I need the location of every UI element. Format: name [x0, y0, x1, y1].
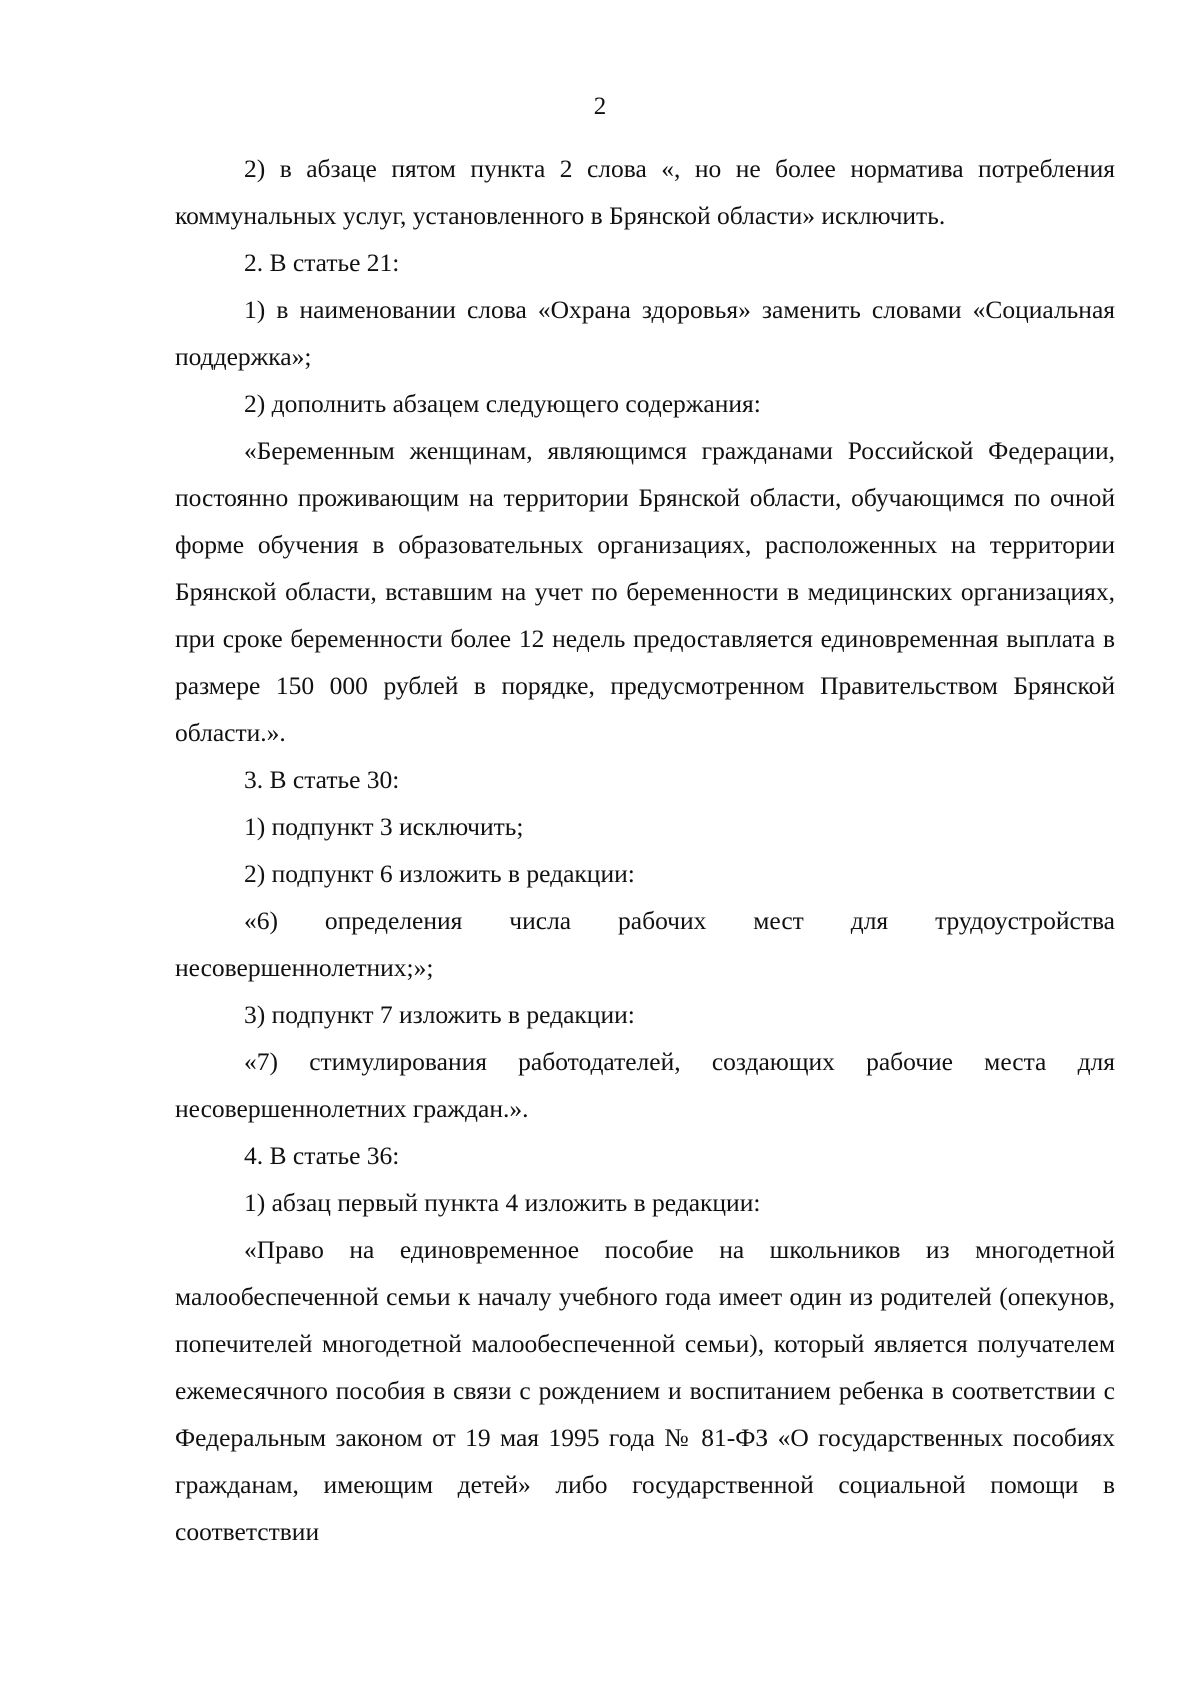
- paragraph-5: «Беременным женщинам, являющимся гражданами Российской Федерации, постоянно проживающим на территории Брянской области, обучающимся по очной форме обучения в образовательных организациях, расположенных на территории Брянской области, вставшим на учет по беременности в медицинских организациях, при сроке беременности более 12 недель предоставляется единовременная выплата в размере 150 000 рублей в порядке, предусмотренном Правительством Брянской области.».: [175, 436, 1115, 747]
- paragraph-6: 3. В статье 30:: [244, 765, 400, 794]
- paragraph-3: 1) в наименовании слова «Охрана здоровья» заменить словами «Социальная поддержка»;: [175, 295, 1115, 371]
- paragraph-14: «Право на единовременное пособие на школьников из многодетной малообеспеченной семьи к началу учебного года имеет один из родителей (опекунов, попечителей многодетной малообеспеченной семьи), который является получателем ежемесячного пособия в связи с рождением и воспитанием ребенка в соответствии с Федеральным законом от 19 мая 1995 года № 81-ФЗ «О государственных пособиях гражданам, имеющим детей» либо государственной социальной помощи в соответствии: [175, 1235, 1115, 1546]
- document-body: [175, 145, 1115, 1555]
- paragraph-7: 1) подпункт 3 исключить;: [244, 812, 524, 841]
- paragraph-10: 3) подпункт 7 изложить в редакции:: [244, 1000, 635, 1029]
- paragraph-8: 2) подпункт 6 изложить в редакции:: [244, 859, 635, 888]
- paragraph-13: 1) абзац первый пункта 4 изложить в редакции:: [244, 1188, 761, 1217]
- paragraph-9: «6) определения числа рабочих мест для трудоустройства несовершеннолетних;»;: [175, 906, 1115, 982]
- page-number: 2: [593, 93, 607, 120]
- paragraph-1: 2) в абзаце пятом пункта 2 слова «, но не более норматива потребления коммунальных услуг, установленного в Брянской области» исключить.: [175, 154, 1115, 230]
- paragraph-11: «7) стимулирования работодателей, создающих рабочие места для несовершеннолетних граждан.».: [175, 1047, 1115, 1123]
- paragraph-4: 2) дополнить абзацем следующего содержания:: [244, 389, 761, 418]
- paragraph-12: 4. В статье 36:: [244, 1141, 400, 1170]
- paragraph-2: 2. В статье 21:: [244, 248, 400, 277]
